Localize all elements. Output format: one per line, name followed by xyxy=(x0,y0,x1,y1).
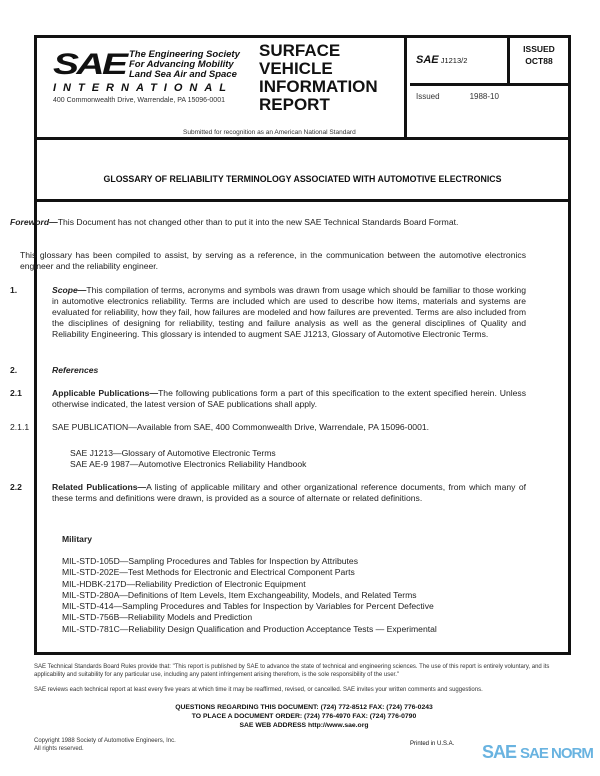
international-text: INTERNATIONAL xyxy=(53,82,234,94)
section-2-1 xyxy=(10,388,526,410)
section-number: 2. xyxy=(10,365,18,375)
issued-date-row xyxy=(416,92,499,101)
report-type-line: INFORMATION xyxy=(259,77,378,96)
footer-review: SAE reviews each technical report at least every five years at which time it may be reaffirmed, revised, or cancelled. SAE invites your written comments and suggestions. xyxy=(34,687,483,693)
copyright-line: Copyright 1988 Society of Automotive Engineers, Inc. xyxy=(34,738,176,744)
military-heading: Military xyxy=(62,534,93,544)
foreword-heading: Foreword— xyxy=(10,217,58,227)
references-heading: References xyxy=(52,365,99,375)
sae-address: 400 Commonwealth Drive, Warrendale, PA 15096-0001 xyxy=(53,97,225,104)
issued-box xyxy=(510,38,568,86)
header-right xyxy=(410,38,568,137)
scope-heading: Scope— xyxy=(52,285,87,295)
foreword xyxy=(10,217,526,228)
military-item: MIL-STD-414—Sampling Procedures and Tables for Inspection by Variables for Percent Defective xyxy=(62,601,434,612)
questions-line: QUESTIONS REGARDING THIS DOCUMENT: (724) 772-8512 FAX: (724) 776-0243 xyxy=(175,704,433,711)
report-type-line: VEHICLE xyxy=(259,59,333,78)
rights-line: All rights reserved. xyxy=(34,746,84,752)
military-item: MIL-STD-202E—Test Methods for Electronic and Electrical Component Parts xyxy=(62,567,355,578)
issued-text: Issued xyxy=(416,92,440,101)
section-number: 2.2 xyxy=(10,482,22,492)
tagline-line: The Engineering Society xyxy=(129,49,240,60)
section-number: 1. xyxy=(10,285,18,295)
sae-publications-list xyxy=(70,448,306,471)
military-list xyxy=(62,556,437,635)
tagline xyxy=(129,50,240,80)
related-publications-heading: Related Publications— xyxy=(52,482,147,492)
submitted-note: Submitted for recognition as an American National Standard xyxy=(183,129,356,136)
footer-contacts xyxy=(34,703,574,730)
order-line: TO PLACE A DOCUMENT ORDER: (724) 776-4970 FAX: (724) 776-0790 xyxy=(191,713,417,720)
document-title: GLOSSARY OF RELIABILITY TERMINOLOGY ASSOCIATED WITH AUTOMOTIVE ELECTRONICS xyxy=(37,140,568,202)
foreword-text: This Document has not changed other than to put it into the new SAE Technical Standards Board Format. xyxy=(57,217,459,227)
military-item: MIL-HDBK-217D—Reliability Prediction of Electronic Equipment xyxy=(62,578,306,589)
report-type-line: REPORT xyxy=(259,95,330,114)
issued-code: OCT88 xyxy=(525,56,553,66)
sae-logo-text: SAE xyxy=(53,48,126,81)
publication-item: SAE AE-9 1987—Automotive Electronics Reliability Handbook xyxy=(70,459,307,470)
tagline-line: Land Sea Air and Space xyxy=(129,69,237,80)
issued-date: 1988-10 xyxy=(469,92,499,101)
section-2-2 xyxy=(10,482,526,504)
military-item: MIL-STD-280A—Definitions of Item Levels, Item Exchangeability, Models, and Related Terms xyxy=(62,589,417,600)
section-scope xyxy=(10,285,526,340)
publication-item: SAE J1213—Glossary of Automotive Electronic Terms xyxy=(70,448,276,458)
related-publications-text: A listing of applicable military and other organizational reference documents, from which many of these terms and definitions were drawn, is provided as a source of alternate or related definitions. xyxy=(52,482,526,503)
sae-publication-text: SAE PUBLICATION—Available from SAE, 400 Commonwealth Drive, Warrendale, PA 15096-0001. xyxy=(52,422,430,432)
military-item: MIL-STD-105D—Sampling Procedures and Tables for Inspection by Attributes xyxy=(62,556,358,566)
intro-paragraph: This glossary has been compiled to assist, by serving as a reference, in the communication between the automotive electronics engineer and the reliability engineer. xyxy=(20,250,526,271)
section-number: 2.1.1 xyxy=(10,422,30,432)
doc-number: J1213/2 xyxy=(440,56,468,65)
applicable-publications-heading: Applicable Publications— xyxy=(52,388,159,398)
scope-text: This compilation of terms, acronyms and symbols was drawn from usage which should be familiar to those working in automotive electronics reliability. Terms are included which are used to describe how items, materials and systems are evaluated for reliability, how they fail, how failures are modeled and how failures are prevented. Terms are also included from the disciplines of designing for reliability, testing and failure analysis as well as the general disciplines of Quality and Reliability Engineering. This glossary is intended to augment SAE J1213, Glossary of Automotive Electronic Terms. xyxy=(52,285,526,339)
report-type-line: SURFACE xyxy=(259,41,341,60)
issued-label: ISSUED xyxy=(523,44,555,54)
report-type xyxy=(259,42,378,114)
military-item: MIL-STD-781C—Reliability Design Qualification and Production Acceptance Tests — Experimental xyxy=(62,623,437,634)
applicable-publications-text: The following publications form a part of this specification to the extent specified herein. Unless otherwise indicated, the latest version of SAE publications shall apply. xyxy=(52,388,527,409)
doc-sae-logo: SAE xyxy=(416,54,439,66)
section-references xyxy=(10,365,526,376)
header xyxy=(37,38,568,140)
sae-norm-watermark: SAE SAE NORM xyxy=(482,742,593,762)
footer-rules: SAE Technical Standards Board Rules provide that: "This report is published by SAE to advance the state of technical and engineering sciences. The use of this report is entirely voluntary, and its applicability and suitability for any particular use, including any patent infringement arising therefrom, is the sole responsibility of the user." xyxy=(34,664,550,678)
header-left xyxy=(37,38,407,137)
section-2-1-1 xyxy=(10,422,526,433)
section-number: 2.1 xyxy=(10,388,22,398)
copyright xyxy=(34,737,234,753)
military-item: MIL-STD-756B—Reliability Models and Prediction xyxy=(62,612,253,623)
printed-in: Printed in U.S.A. xyxy=(410,741,455,747)
doc-id xyxy=(410,38,510,86)
web-address: SAE WEB ADDRESS http://www.sae.org xyxy=(239,722,369,729)
tagline-line: For Advancing Mobility xyxy=(129,59,234,70)
watermark-text: SAE NORM xyxy=(520,745,593,762)
